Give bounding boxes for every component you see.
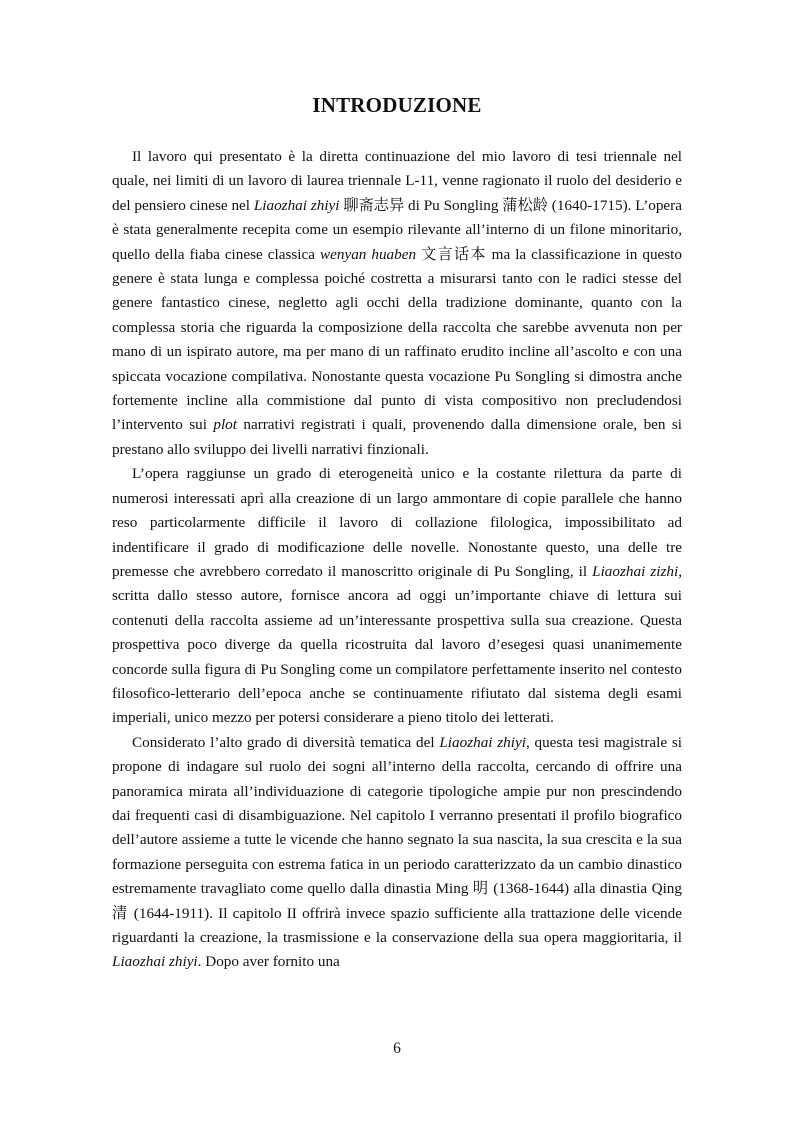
body-text (112, 145, 682, 975)
italic-title-liaozhai-zhiyi: Liaozhai zhiyi (439, 733, 526, 751)
page-title: INTRODUZIONE (312, 93, 482, 117)
paragraph-1-text: 文言话本 ma la classificazione in questo genere è stata lunga e complessa poiché costretta a misurarsi tanto con le radici stesse del genere fantastico cinese, negletto agli occhi della tradizione dominante, quanto con la complessa storia che riguarda la composizione della raccolta che sarebbe avvenuta non per mano di un ispirato autore, ma per mano di un raffinato erudito incline all’ascolto e con una spiccata vocazione compilativa. Nonostante questa vocazione Pu Songling si dimostra anche fortemente incline alla commistione dal punto di vista compositivo non precludendosi l’intervento sui (112, 245, 682, 434)
italic-term-wenyan-huaben: wenyan huaben (319, 245, 417, 263)
paragraph-3-text: Considerato l’alto grado di diversità tematica del (132, 733, 440, 751)
paragraph-1-text: 聊斋志异 di Pu Songling 蒲松龄 (1640-1715). L’opera è stata generalmente recepita come un esempio rilevante all’interno di un filone minoritario, quello della fiaba cinese classica (112, 196, 682, 263)
italic-title-liaozhai-zizhi: Liaozhai zizhi, (592, 562, 683, 580)
italic-term-plot: plot (213, 416, 237, 434)
italic-title-liaozhai-zhiyi: Liaozhai zhiyi (253, 196, 340, 214)
paragraph-2-text: scritta dallo stesso autore, fornisce ancora ad oggi un’importante chiave di lettura sui contenuti della raccolta assieme ad un’interessante prospettiva sulla sua creazione. Questa prospettiva poco diverge da quella ricostruita dal lavoro d’esegesi quasi unanimemente concorde sulla figura di Pu Songling come un compilatore perfettamente inserito nel contesto filosofico-letterario dell’epoca anche se continuamente rifiutato dal sistema degli esami imperiali, unico mezzo per potersi considerare a pieno titolo dei letterati. (112, 587, 682, 727)
paragraph-1-text: Il lavoro qui presentato è la diretta continuazione del mio lavoro di tesi triennale nel quale, nei limiti di un lavoro di laurea triennale L-11, venne ragionato il ruolo del desiderio e del pensiero cinese nel (112, 148, 682, 214)
paragraph-2-text: L’opera raggiunse un grado di eterogeneità unico e la costante rilettura da parte di numerosi interessati aprì alla creazione di un largo ammontare di copie parallele che hanno reso particolarmente difficile il lavoro di collazione filologica, impossibilitato ad indentificare il grado di modificazione delle novelle. Nonostante questo, una delle tre premesse che avrebbero corredato il manoscritto originale di Pu Songling, il (112, 465, 682, 580)
paragraph-3-text: , questa tesi magistrale si propone di indagare sul ruolo dei sogni all’interno della raccolta, cercando di offrire una panoramica mirata all’individuazione di categorie tipologiche ampie pur non prescindendo dai frequenti casi di disambiguazione. Nel capitolo I verranno presentati il profilo biografico dell’autore assieme a tutte le vicende che hanno segnato la sua nascita, la sua crescita e la sua formazione perseguita con estrema fatica in un periodo caratterizzato da un cambio dinastico estremamente travagliato come quello dalla dinastia Ming 明 (1368-1644) alla dinastia Qing 清 (1644-1911). Il capitolo II offrirà invece spazio sufficiente alla trattazione delle vicende riguardanti la creazione, la trasmissione e la conservazione della sua opera maggioritaria, il (112, 733, 683, 946)
paragraph-3 (112, 731, 682, 975)
italic-title-liaozhai-zhiyi: Liaozhai zhiyi (112, 953, 198, 971)
paragraph-3-text: . Dopo aver fornito una (197, 953, 340, 971)
paragraph-1 (112, 145, 682, 462)
page-number: 6 (393, 1040, 401, 1057)
paragraph-1-text: narrativi registrati i quali, provenendo dalla dimensione orale, ben si prestano allo sviluppo dei livelli narrativi finzionali. (112, 416, 683, 458)
paragraph-2 (112, 462, 682, 730)
